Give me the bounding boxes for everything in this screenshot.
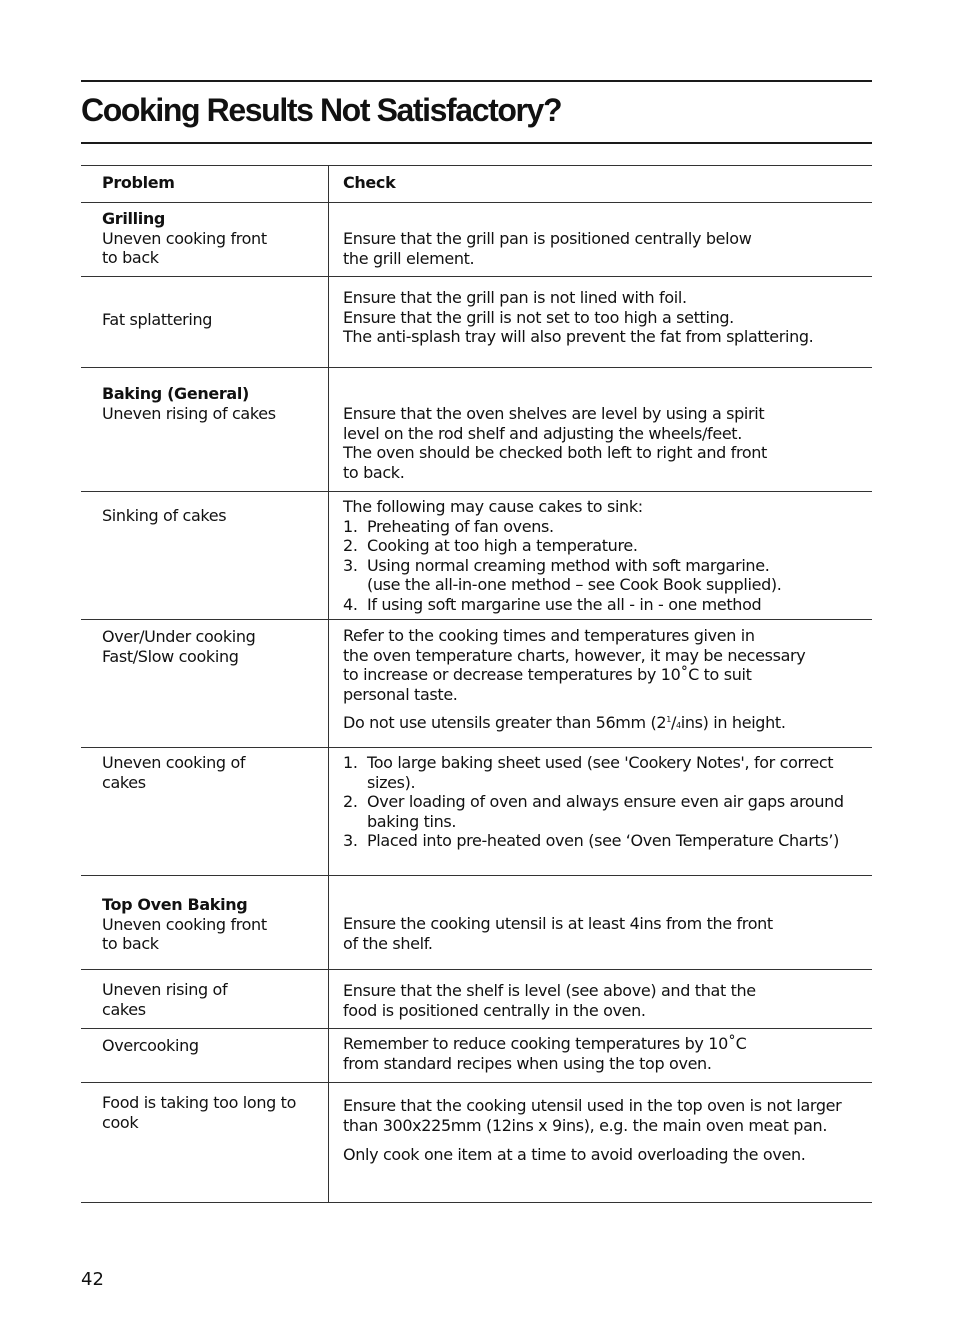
check-line: The anti-splash tray will also prevent the fat from splattering. <box>343 327 814 346</box>
check-line: Refer to the cooking times and temperatures given in <box>343 626 755 645</box>
check-line: to back. <box>343 462 405 482</box>
check-line: than 300x225mm (12ins x 9ins), e.g. the main oven meat pan. <box>343 1115 828 1135</box>
table-row <box>81 277 872 368</box>
check-cell <box>328 492 872 619</box>
check-cell <box>328 277 872 367</box>
check-line: level on the rod shelf and adjusting the wheels/feet. <box>343 423 742 443</box>
problem-line: to back <box>102 934 159 953</box>
table-row <box>81 970 872 1029</box>
check-line: Ensure that the shelf is level (see above) and that the <box>343 981 756 1000</box>
table-row <box>81 876 872 970</box>
list-item: 2. Cooking at too high a temperature. <box>343 536 638 555</box>
page-title: Cooking Results Not Satisfactory? <box>81 92 562 128</box>
check-cell <box>328 368 872 491</box>
problem-line: Uneven cooking front <box>102 914 267 934</box>
check-intro: The following may cause cakes to sink: <box>343 497 643 516</box>
problem-cell <box>81 203 328 276</box>
problem-category: Baking (General) <box>102 384 249 403</box>
list-item: 4. If using soft margarine use the all - in - one method <box>343 594 762 614</box>
problem-cell <box>81 1083 328 1202</box>
check-line: Ensure the cooking utensil is at least 4ins from the front <box>343 914 773 933</box>
problem-line: Sinking of cakes <box>102 506 227 525</box>
problem-cell <box>81 1029 328 1082</box>
title-rule-top <box>81 80 872 82</box>
check-cell <box>328 620 872 747</box>
check-cell <box>328 970 872 1028</box>
table-row <box>81 1083 872 1203</box>
check-line: the oven temperature charts, however, it may be necessary <box>343 645 806 665</box>
paragraph-gap <box>343 1135 872 1145</box>
list-item: 1. Preheating of fan ovens. <box>343 516 554 536</box>
problem-cell <box>81 748 328 875</box>
table-row <box>81 1029 872 1083</box>
table-row <box>81 203 872 277</box>
title-rule-bottom <box>81 142 872 144</box>
check-line: Only cook one item at a time to avoid overloading the oven. <box>343 1145 806 1164</box>
check-cell <box>328 203 872 276</box>
problem-line: to back <box>102 248 159 267</box>
problem-line: Uneven cooking front <box>102 228 267 248</box>
problem-category: Grilling <box>102 209 166 228</box>
problem-line: Overcooking <box>102 1036 199 1055</box>
check-line: food is positioned centrally in the oven. <box>343 1000 646 1020</box>
list-item: 2. Over loading of oven and always ensure even air gaps around baking tins. <box>343 792 844 831</box>
check-cell <box>328 876 872 969</box>
check-line: Ensure that the grill pan is not lined with foil. <box>343 288 687 307</box>
table-row <box>81 620 872 748</box>
utensil-size-note: Do not use utensils greater than 56mm $(2^1/4ins)$ in height. <box>343 713 786 732</box>
problem-category: Top Oven Baking <box>102 895 248 914</box>
table-header-row <box>81 166 872 203</box>
problem-cell <box>81 277 328 367</box>
problem-line: Over/Under cooking <box>102 627 256 646</box>
check-line: from standard recipes when using the top oven. <box>343 1053 712 1073</box>
problem-line: cook <box>102 1112 139 1132</box>
problem-line: Uneven rising of <box>102 980 228 999</box>
check-line: to increase or decrease temperatures by 10˚C to suit <box>343 665 752 684</box>
check-line: personal taste. <box>343 684 458 704</box>
check-line: The oven should be checked both left to right and front <box>343 443 767 462</box>
problem-line: Uneven rising of cakes <box>102 403 276 423</box>
problem-line: cakes <box>102 772 146 792</box>
problem-line: cakes <box>102 999 146 1019</box>
check-line: Ensure that the grill is not set to too high a setting. <box>343 307 734 327</box>
troubleshooting-table <box>81 165 872 1203</box>
header-check: Check <box>328 166 872 202</box>
problem-cell <box>81 620 328 747</box>
problem-cell <box>81 368 328 491</box>
problem-line: Food is taking too long to <box>102 1093 297 1112</box>
problem-cell <box>81 970 328 1028</box>
problem-line: Uneven cooking of <box>102 753 246 772</box>
check-cell <box>328 1083 872 1202</box>
problem-line: Fat splattering <box>102 310 213 329</box>
check-line: Ensure that the oven shelves are level by using a spirit <box>343 404 765 423</box>
list-item: 1. Too large baking sheet used (see 'Cookery Notes', for correct sizes). <box>343 753 834 792</box>
table-row <box>81 748 872 876</box>
table-row <box>81 368 872 492</box>
problem-line: Fast/Slow cooking <box>102 646 239 666</box>
check-line: of the shelf. <box>343 933 433 953</box>
list-item: 3. Placed into pre-heated oven (see ‘Oven Temperature Charts’) <box>343 831 839 850</box>
check-line: Ensure that the grill pan is positioned centrally below <box>343 229 752 248</box>
check-cell <box>328 1029 872 1082</box>
list-item: 3. Using normal creaming method with soft margarine. (use the all-in-one method – see Cook Book supplied). <box>343 555 782 594</box>
table-row <box>81 492 872 620</box>
problem-cell <box>81 492 328 619</box>
check-line: Ensure that the cooking utensil used in the top oven is not larger <box>343 1096 842 1115</box>
check-cell <box>328 748 872 875</box>
check-line: the grill element. <box>343 248 475 268</box>
check-line: Remember to reduce cooking temperatures by 10˚C <box>343 1034 747 1053</box>
page-number: 42 <box>81 1269 104 1290</box>
problem-cell <box>81 876 328 969</box>
header-problem: Problem <box>102 173 175 192</box>
